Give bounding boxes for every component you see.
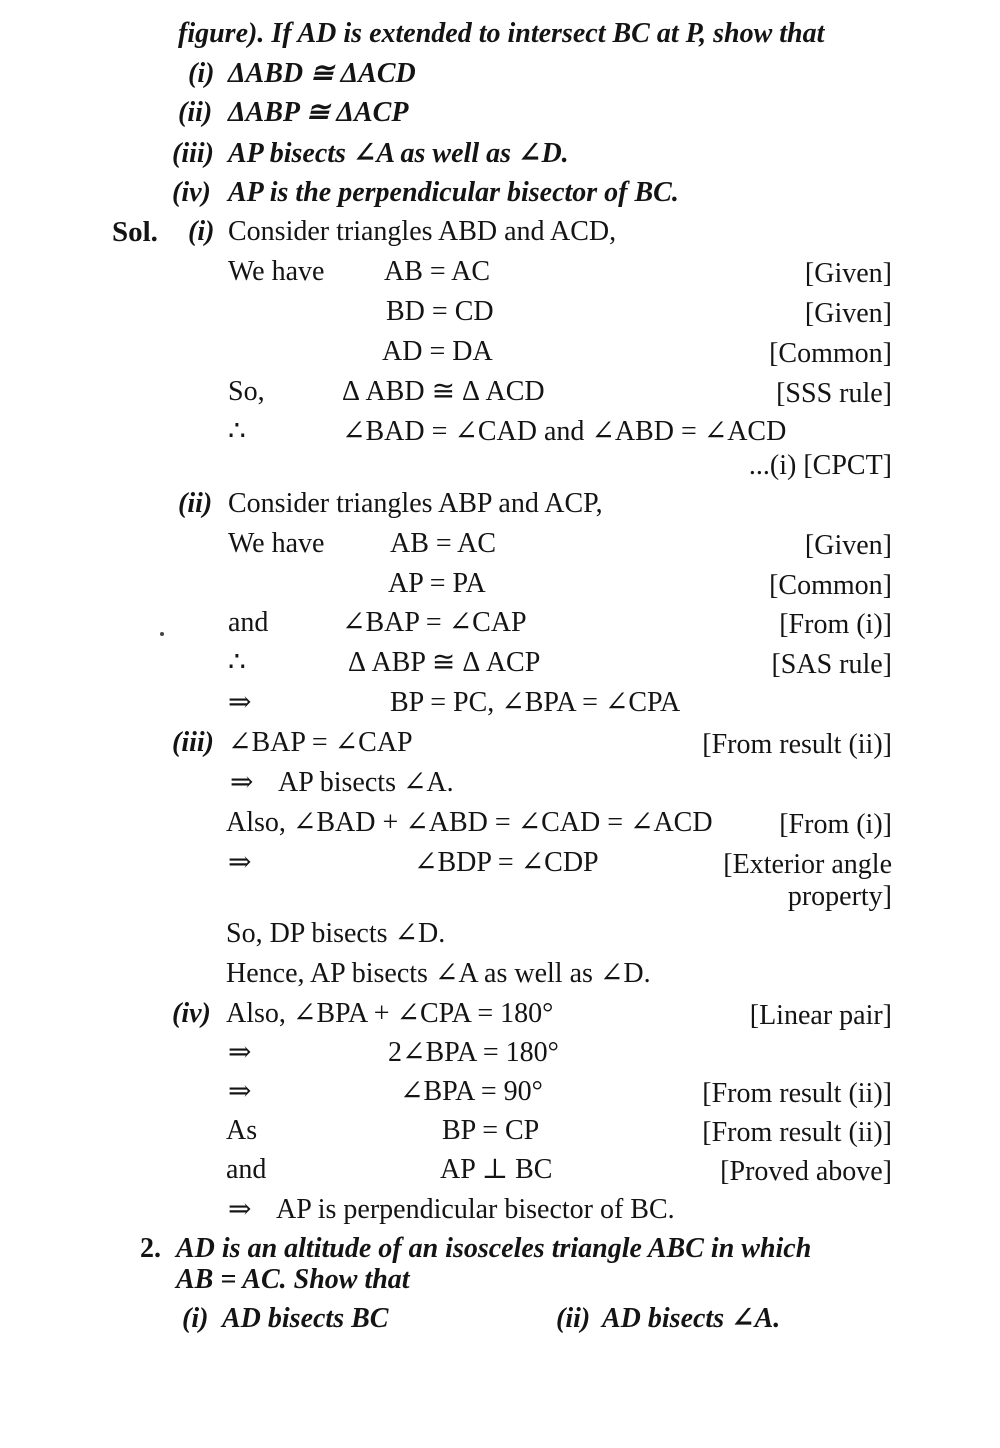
statement: AP bisects ∠A. [278,767,454,798]
we-have-label: We have [228,528,325,559]
equation: AD = DA [382,336,493,367]
and-label: and [228,607,269,638]
equation: BP = PC, ∠BPA = ∠CPA [390,687,681,718]
question-part-text: ΔABD ≅ ΔACD [228,58,416,89]
implies-symbol: ⇒ [228,1194,252,1225]
reason: [Linear pair] [749,1000,892,1031]
reason: [Given] [804,258,892,289]
implies-symbol: ⇒ [228,687,252,718]
equation: AP = PA [388,568,486,599]
equation: Also, ∠BPA + ∠CPA = 180° [226,998,554,1029]
reason: [SSS rule] [776,378,892,409]
equation: Δ ABD ≅ Δ ACD [342,376,545,407]
equation: 2∠BPA = 180° [388,1037,559,1068]
therefore-symbol: ∴ [228,416,246,447]
question-number: 2. [140,1233,161,1264]
and-label: and [226,1154,267,1185]
reason: [Given] [804,530,892,561]
solution-part-num: (ii) [178,488,213,519]
question-text: AB = AC. Show that [176,1264,410,1295]
print-speck [160,632,164,636]
reference: ...(i) [CPCT] [748,450,892,481]
question-part-text: AP bisects ∠A as well as ∠D. [228,138,569,169]
reason: [Common] [769,570,892,601]
reason: [From (i)] [779,609,892,640]
reason: [Common] [769,338,892,369]
reason: property] [787,881,892,912]
equation: BP = CP [442,1115,540,1146]
equation: ∠BDP = ∠CDP [414,847,599,878]
equation: Also, ∠BAD + ∠ABD = ∠CAD = ∠ACD [226,807,713,838]
question-text: AD is an altitude of an isosceles triangle ABC in which [176,1233,812,1264]
reason: [Given] [804,298,892,329]
reason: [From result (ii)] [702,729,892,760]
equation: ∠BAP = ∠CAP [342,607,527,638]
equation: BD = CD [386,296,494,327]
equation: AB = AC [384,256,491,287]
reason: [Proved above] [720,1156,892,1187]
equation: Δ ABP ≅ Δ ACP [348,647,541,678]
so-label: So, [228,376,265,407]
equation: AB = AC [390,528,497,559]
question-intro: figure). If AD is extended to intersect BC at P, show that [178,18,825,49]
question-part-num: (i) [188,58,215,89]
implies-symbol: ⇒ [228,1076,252,1107]
question-part-num: (ii) [178,97,213,128]
reason: [Exterior angle [723,849,892,880]
solution-part-num: (iv) [172,998,211,1029]
solution-heading: Consider triangles ABP and ACP, [228,488,603,519]
as-label: As [226,1115,258,1146]
equation: ∠BPA = 90° [400,1076,543,1107]
reason: [SAS rule] [771,649,892,680]
equation: ∠BAD = ∠CAD and ∠ABD = ∠ACD [342,416,787,447]
reason: [From result (ii)] [702,1117,892,1148]
question-part-num: (iii) [172,138,214,169]
question-part-num: (i) [182,1303,209,1334]
question-part-num: (ii) [556,1303,591,1334]
question-part-text: ΔABP ≅ ΔACP [228,97,409,128]
solution-label: Sol. [112,216,158,248]
solution-heading: Consider triangles ABD and ACD, [228,216,617,247]
implies-symbol: ⇒ [230,767,254,798]
question-part-text: AP is the perpendicular bisector of BC. [228,177,679,208]
therefore-symbol: ∴ [228,647,246,678]
statement: Hence, AP bisects ∠A as well as ∠D. [226,958,651,989]
question-part-text: AD bisects BC [222,1303,389,1334]
reason: [From (i)] [779,809,892,840]
reason: [From result (ii)] [702,1078,892,1109]
solution-part-num: (i) [188,216,215,247]
implies-symbol: ⇒ [228,847,252,878]
statement: AP is perpendicular bisector of BC. [276,1194,675,1225]
equation: ∠BAP = ∠CAP [228,727,413,758]
question-part-text: AD bisects ∠A. [602,1303,781,1334]
equation: AP ⊥ BC [440,1154,553,1185]
we-have-label: We have [228,256,325,287]
question-part-num: (iv) [172,177,211,208]
implies-symbol: ⇒ [228,1037,252,1068]
statement: So, DP bisects ∠D. [226,918,446,949]
solution-part-num: (iii) [172,727,214,758]
